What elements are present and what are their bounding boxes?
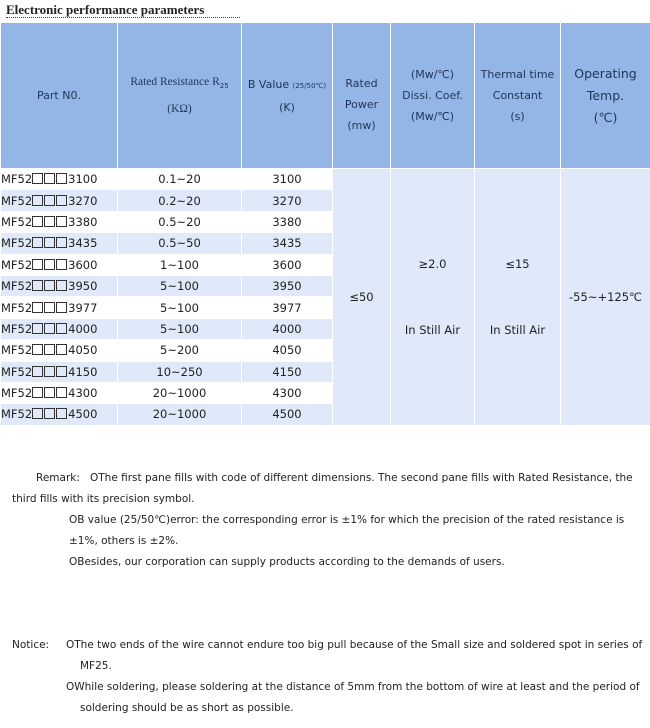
part-no-prefix: MF52 <box>1 364 33 379</box>
header-rated-power-line1: Rated <box>345 77 378 90</box>
blank-box-icon <box>44 195 55 206</box>
header-b-value-label: B Value <box>247 77 290 91</box>
part-no-cell <box>1 404 118 425</box>
blank-box-icon <box>56 259 67 270</box>
part-no-cell <box>1 275 118 296</box>
table-header-row <box>1 23 650 169</box>
b-value-cell: 4300 <box>242 382 333 403</box>
rated-resistance-cell: 10~250 <box>118 361 242 382</box>
blank-box-icon <box>32 387 43 398</box>
rated-resistance-cell: 5~100 <box>118 275 242 296</box>
header-rated-power-line3: (mw) <box>347 119 376 132</box>
header-operating-line2: Temp. <box>586 87 625 103</box>
operating-temp-cell <box>561 169 650 426</box>
blank-box-icon <box>32 173 43 184</box>
blank-box-icon <box>56 323 67 334</box>
header-dissi-line1: (Mw/℃) <box>410 68 455 81</box>
blank-box-icon <box>56 237 67 248</box>
blank-box-icon <box>32 259 43 270</box>
part-no-prefix: MF52 <box>1 279 33 294</box>
blank-box-icon <box>32 408 43 419</box>
table-body <box>1 169 650 426</box>
title-underline <box>6 17 240 18</box>
notice-line-3: OWhile soldering, please soldering at the distance of 5mm from the bottom of wire at least and the period of <box>66 681 640 693</box>
thermal-time-value: ≤15 <box>505 256 530 271</box>
part-no-suffix: 3600 <box>68 257 98 272</box>
blank-box-icon <box>44 216 55 227</box>
blank-box-icon <box>44 323 55 334</box>
header-b-value-unit: (K) <box>279 100 295 114</box>
blank-box-icon <box>44 259 55 270</box>
header-rated-resistance-sub: 25 <box>219 82 229 91</box>
notice-label: Notice: <box>12 639 50 651</box>
blank-box-icon <box>56 280 67 291</box>
b-value-cell: 3435 <box>242 233 333 254</box>
part-no-suffix: 3380 <box>68 214 98 229</box>
part-no-suffix: 4000 <box>68 321 98 336</box>
remark-line-5: OBesides, our corporation can supply products according to the demands of users. <box>69 556 505 568</box>
b-value-cell: 3270 <box>242 190 333 211</box>
blank-box-icon <box>56 344 67 355</box>
blank-box-icon <box>56 302 67 313</box>
blank-box-icon <box>44 387 55 398</box>
blank-box-icon <box>32 216 43 227</box>
b-value-cell: 4500 <box>242 404 333 425</box>
blank-box-icon <box>44 302 55 313</box>
part-no-cell <box>1 190 118 211</box>
part-no-suffix: 4150 <box>68 364 98 379</box>
rated-resistance-cell: 0.1~20 <box>118 169 242 190</box>
thermal-time-cell <box>475 169 561 426</box>
header-dissi-coef <box>391 23 475 169</box>
header-b-value-sub: (25/50℃) <box>292 81 327 90</box>
blank-box-icon <box>32 302 43 313</box>
blank-box-icon <box>44 173 55 184</box>
part-no-cell <box>1 382 118 403</box>
blank-box-icon <box>44 237 55 248</box>
parameters-table <box>0 22 650 426</box>
blank-box-icon <box>56 408 67 419</box>
part-no-cell <box>1 211 118 232</box>
dissi-coef-cell <box>391 169 475 426</box>
remark-label: Remark: <box>36 472 80 484</box>
blank-box-icon <box>44 408 55 419</box>
part-no-cell <box>1 169 118 190</box>
part-no-prefix: MF52 <box>1 300 33 315</box>
header-rated-resistance-unit: (KΩ) <box>167 102 192 115</box>
rated-resistance-cell: 0.5~50 <box>118 233 242 254</box>
header-dissi-line2: Dissi. Coef. <box>402 89 463 102</box>
part-no-prefix: MF52 <box>1 236 33 251</box>
rated-power-cell <box>333 169 391 426</box>
remark-line-2: third fills with its precision symbol. <box>12 493 195 505</box>
header-operating-line1: Operating <box>574 65 637 81</box>
header-thermal-time <box>475 23 561 169</box>
rated-resistance-cell: 0.5~20 <box>118 211 242 232</box>
rated-resistance-cell: 5~200 <box>118 340 242 361</box>
rated-resistance-cell: 5~100 <box>118 297 242 318</box>
part-no-suffix: 4050 <box>68 343 98 358</box>
dissi-coef-value: ≥2.0 <box>418 256 447 271</box>
b-value-cell: 4150 <box>242 361 333 382</box>
part-no-cell <box>1 361 118 382</box>
rated-resistance-cell: 0.2~20 <box>118 190 242 211</box>
blank-box-icon <box>32 280 43 291</box>
dissi-coef-condition: In Still Air <box>404 322 461 337</box>
blank-box-icon <box>32 195 43 206</box>
part-no-suffix: 3270 <box>68 193 98 208</box>
header-thermal-line2: Constant <box>492 89 543 102</box>
blank-box-icon <box>56 195 67 206</box>
blank-box-icon <box>44 366 55 377</box>
header-rated-resistance-label: Rated Resistance R <box>130 76 220 89</box>
part-no-prefix: MF52 <box>1 172 33 187</box>
b-value-cell: 3100 <box>242 169 333 190</box>
header-rated-power-line2: Power <box>344 98 379 111</box>
part-no-suffix: 3977 <box>68 300 98 315</box>
notice-line-1: OThe two ends of the wire cannot endure too big pull because of the Small size and soldered spot in series of <box>66 639 643 651</box>
remark-line-4: ±1%, others is ±2%. <box>69 535 179 547</box>
header-operating-line3: (℃) <box>593 109 618 125</box>
rated-power-value: ≤50 <box>349 289 374 304</box>
part-no-cell <box>1 340 118 361</box>
b-value-cell: 3600 <box>242 254 333 275</box>
part-no-prefix: MF52 <box>1 257 33 272</box>
part-no-prefix: MF52 <box>1 214 33 229</box>
part-no-cell <box>1 233 118 254</box>
page-title: Electronic performance parameters <box>6 2 205 17</box>
b-value-cell: 4000 <box>242 318 333 339</box>
remark-line-3: OB value (25/50℃)error: the corresponding error is ±1% for which the precision of the rated resistance is <box>69 514 625 526</box>
b-value-cell: 4050 <box>242 340 333 361</box>
blank-box-icon <box>56 173 67 184</box>
blank-box-icon <box>32 323 43 334</box>
rated-resistance-cell: 20~1000 <box>118 404 242 425</box>
header-rated-power <box>333 23 391 169</box>
blank-box-icon <box>56 387 67 398</box>
header-thermal-line1: Thermal time <box>480 68 555 81</box>
b-value-cell: 3380 <box>242 211 333 232</box>
part-no-prefix: MF52 <box>1 407 33 422</box>
part-no-cell <box>1 254 118 275</box>
notice-line-2: MF25. <box>80 660 112 672</box>
blank-box-icon <box>32 237 43 248</box>
part-no-cell <box>1 297 118 318</box>
rated-resistance-cell: 5~100 <box>118 318 242 339</box>
header-thermal-line3: (s) <box>510 110 525 123</box>
part-no-suffix: 3100 <box>68 172 98 187</box>
header-dissi-line3: (Mw/℃) <box>410 110 455 123</box>
rated-resistance-cell: 20~1000 <box>118 382 242 403</box>
part-no-prefix: MF52 <box>1 321 33 336</box>
blank-box-icon <box>44 344 55 355</box>
operating-temp-value: -55~+125℃ <box>569 289 642 304</box>
part-no-prefix: MF52 <box>1 343 33 358</box>
thermal-time-condition: In Still Air <box>489 322 546 337</box>
part-no-suffix: 4300 <box>68 386 98 401</box>
header-rated-resistance <box>118 23 242 169</box>
rated-resistance-cell: 1~100 <box>118 254 242 275</box>
blank-box-icon <box>32 366 43 377</box>
blank-box-icon <box>56 216 67 227</box>
header-part-no <box>1 23 118 169</box>
part-no-cell <box>1 318 118 339</box>
table-row <box>1 169 650 190</box>
header-b-value <box>242 23 333 169</box>
part-no-prefix: MF52 <box>1 386 33 401</box>
part-no-prefix: MF52 <box>1 193 33 208</box>
b-value-cell: 3977 <box>242 297 333 318</box>
part-no-suffix: 3950 <box>68 279 98 294</box>
blank-box-icon <box>32 344 43 355</box>
blank-box-icon <box>44 280 55 291</box>
notice-line-4: soldering should be as short as possible. <box>80 702 294 714</box>
b-value-cell: 3950 <box>242 275 333 296</box>
blank-box-icon <box>56 366 67 377</box>
part-no-suffix: 4500 <box>68 407 98 422</box>
part-no-suffix: 3435 <box>68 236 98 251</box>
remark-line-1: OThe first pane fills with code of different dimensions. The second pane fills with Rated Resistance, the <box>90 472 633 484</box>
header-part-no-label: Part N0. <box>37 89 81 102</box>
header-operating-temp <box>561 23 650 169</box>
